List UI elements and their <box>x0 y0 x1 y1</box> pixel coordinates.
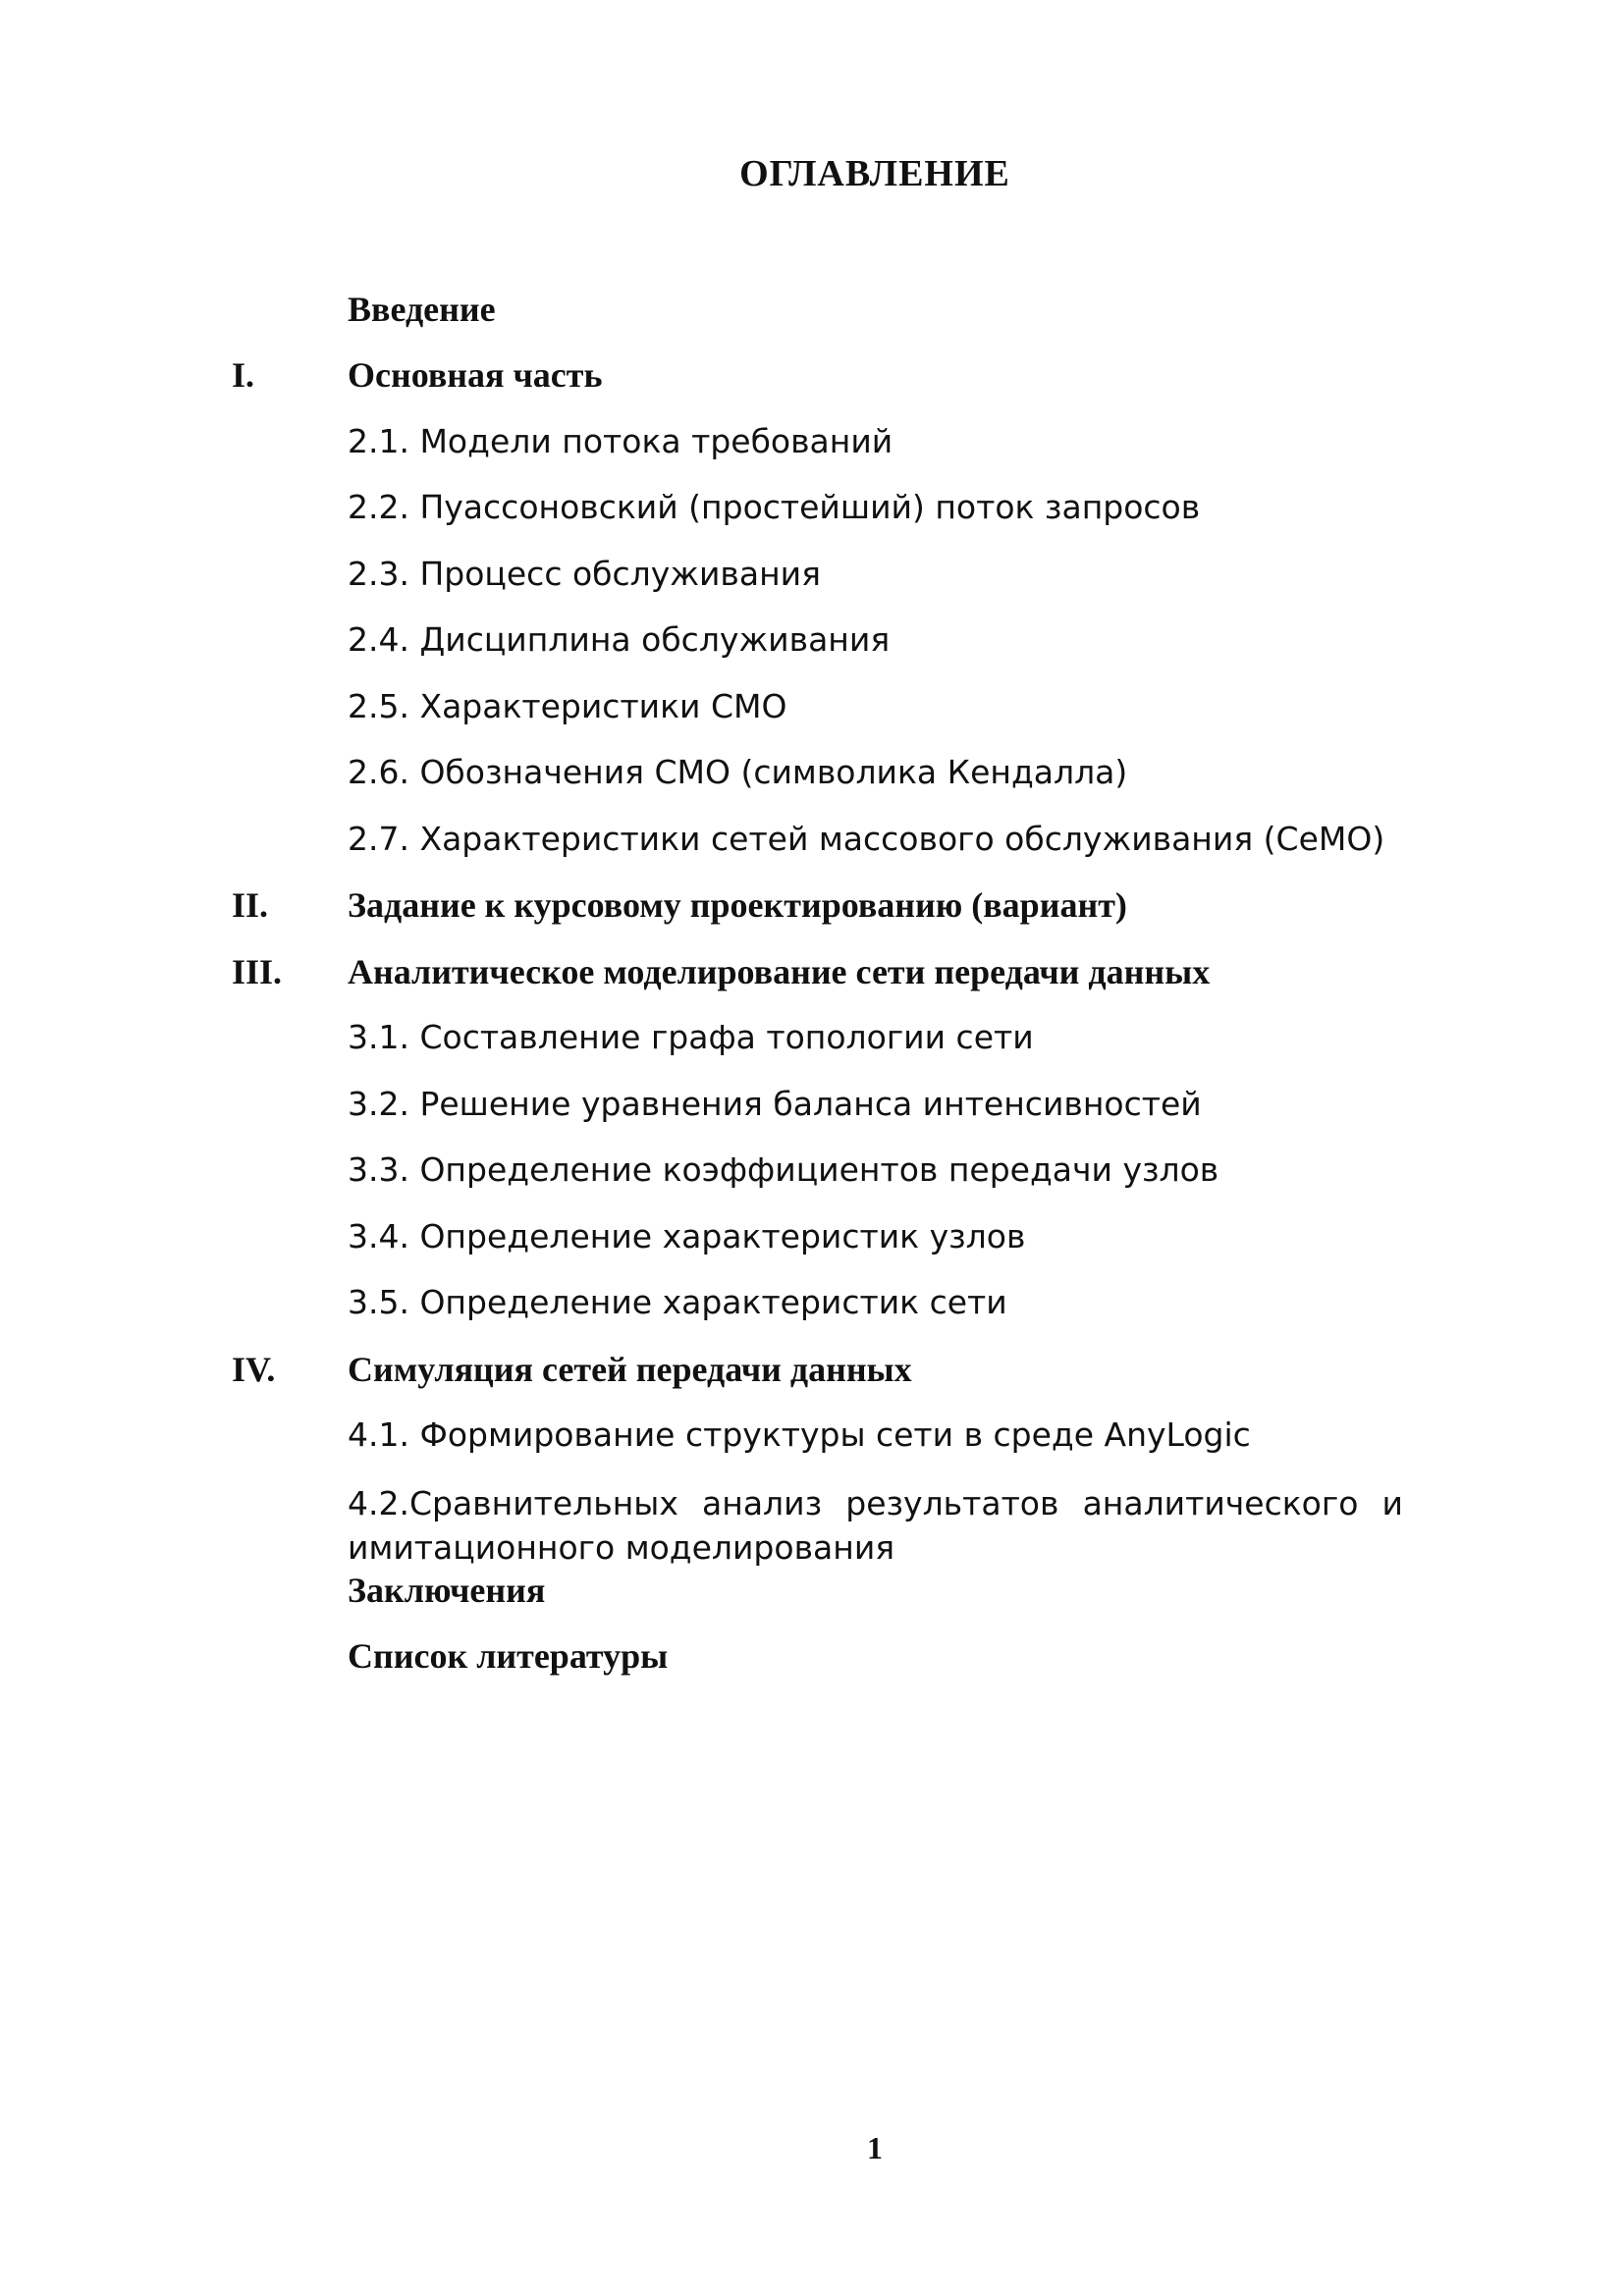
toc-item-3-4 <box>0 1212 1624 1261</box>
toc-item-line: имитационного моделирования <box>348 1528 895 1567</box>
toc-item-label: 2.5. Характеристики СМО <box>348 687 787 725</box>
toc-item-label: 3.5. Определение характеристик сети <box>348 1283 1007 1321</box>
toc-section-3 <box>0 947 1624 996</box>
section-numeral: I. <box>232 355 255 395</box>
section-numeral: II. <box>232 885 269 925</box>
toc-section-1 <box>0 350 1624 400</box>
toc-item-label: 3.1. Составление графа топологии сети <box>348 1018 1034 1056</box>
toc-item-2-5 <box>0 682 1624 731</box>
toc-item-label: Список литературы <box>348 1636 669 1676</box>
toc-item-2-2 <box>0 483 1624 532</box>
toc-section-4 <box>0 1345 1624 1394</box>
page-number: 1 <box>867 2130 883 2165</box>
toc-word: 4.2.Сравнительных <box>348 1484 678 1522</box>
toc-item-2-3 <box>0 550 1624 599</box>
toc-item-label: 2.3. Процесс обслуживания <box>348 555 821 593</box>
toc-word: аналитического <box>1082 1484 1359 1522</box>
toc-item-label: 2.7. Характеристики сетей массового обслуживания (СеМО) <box>348 820 1385 858</box>
toc-item-label: 2.4. Дисциплина обслуживания <box>348 620 891 659</box>
section-numeral: III. <box>232 952 283 991</box>
toc-item-label: 3.2. Решение уравнения баланса интенсивностей <box>348 1085 1202 1123</box>
toc-item-conclusion <box>0 1566 1624 1615</box>
toc-item-label: Введение <box>348 290 496 329</box>
toc-item-3-5 <box>0 1278 1624 1327</box>
toc-item-label: 2.1. Модели потока требований <box>348 422 893 460</box>
toc-item-line <box>348 1481 1403 1525</box>
toc-item-label: Заключения <box>348 1571 546 1610</box>
toc-item-label: 4.1. Формирование структуры сети в среде AnyLogic <box>348 1415 1251 1454</box>
toc-item-2-1 <box>0 417 1624 466</box>
toc-item-2-6 <box>0 748 1624 797</box>
toc-item-label: 3.4. Определение характеристик узлов <box>348 1217 1026 1255</box>
section-title: Симуляция сетей передачи данных <box>348 1350 912 1389</box>
toc-item-2-4 <box>0 615 1624 665</box>
toc-item-4-1 <box>0 1411 1624 1460</box>
section-title: Задание к курсовому проектированию (вариант) <box>348 885 1127 925</box>
toc-item-3-2 <box>0 1080 1624 1129</box>
toc-word: анализ <box>702 1484 823 1522</box>
section-title: Аналитическое моделирование сети передачи данных <box>348 952 1211 991</box>
toc-item-references <box>0 1631 1624 1681</box>
toc-item-intro <box>0 285 1624 334</box>
toc-word: и <box>1381 1484 1403 1522</box>
toc-item-3-3 <box>0 1146 1624 1195</box>
toc-item-4-2 <box>348 1481 1403 1570</box>
toc-item-label: 2.2. Пуассоновский (простейший) поток запросов <box>348 488 1201 526</box>
toc-item-label: 2.6. Обозначения СМО (символика Кендалла) <box>348 753 1128 791</box>
section-numeral: IV. <box>232 1350 276 1389</box>
toc-word: результатов <box>845 1484 1059 1522</box>
toc-item-2-7 <box>0 815 1624 864</box>
section-title: Основная часть <box>348 355 603 395</box>
toc-item-label: 3.3. Определение коэффициентов передачи узлов <box>348 1150 1219 1189</box>
page-title: ОГЛАВЛЕНИЕ <box>739 153 1010 194</box>
toc-item-3-1 <box>0 1013 1624 1062</box>
toc-section-2 <box>0 881 1624 930</box>
